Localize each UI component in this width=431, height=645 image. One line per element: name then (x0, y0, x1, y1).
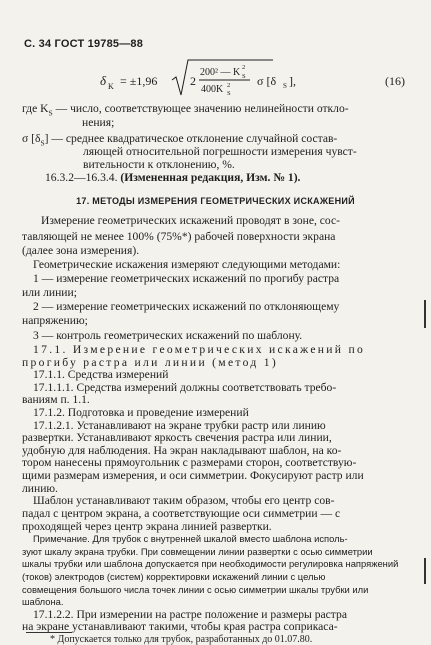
footnote: * Допускается только для трубок, разработанных до 01.07.80. (50, 634, 313, 645)
text-line: 3 — контроль геометрических искажений по шаблону. (33, 329, 303, 342)
def-ks-line1: где $K_S$ — число, соответствующее значению нелинейности откло- (22, 102, 349, 118)
formula-sigma-end: ], (289, 74, 296, 88)
text-line: линию. (22, 481, 58, 495)
change-bar (424, 300, 426, 328)
text-line: развертки. Устанавливают яркость свечения растра или линии, (22, 431, 332, 445)
page-header: С. 34 ГОСТ 19785—88 (24, 38, 144, 50)
section-17-title: 17. МЕТОДЫ ИЗМЕРЕНИЯ ГЕОМЕТРИЧЕСКИХ ИСКАЖЕНИЙ (76, 196, 355, 206)
amendment-note: 16.3.2—16.3.4. (Измененная редакция, Изм. № 1). (45, 171, 301, 184)
formula-eq: = ±1,96 (120, 74, 158, 88)
text-line: щими размерам измерения, и оси симметрии. Фокусируют растр или (22, 469, 364, 483)
note-line: Примечание. Для трубок с внутренней шкалой вместо шаблона исполь- (33, 533, 348, 545)
formula-den-sub: S (227, 90, 231, 97)
text-line: или линии; (22, 286, 77, 299)
text-line: удобную для наблюдения. На экран накладывают шаблон, на ко- (22, 443, 342, 457)
formula-sigma: σ [δ (257, 74, 277, 88)
formula-sigma-sub: S (283, 82, 287, 90)
subsection-17-1-2: 17.1.2. Подготовка и проведение измерений (33, 406, 249, 420)
def-sigma-line3: вительности к отклонению, %. (83, 158, 235, 171)
text-line: ваниям п. 1.1. (22, 393, 90, 407)
formula-lhs-sub: K (108, 82, 114, 91)
footnote-rule (26, 632, 72, 633)
text-line: на экране устанавливают такими, чтобы края растра соприкаса- (22, 620, 338, 634)
note-line: шаблона. (22, 596, 64, 608)
text-line: напряжению; (22, 314, 88, 327)
formula-number: (16) (385, 74, 405, 88)
text-line: 2 — измерение геометрических искажений по отклоняющему (33, 300, 340, 313)
text-line: Геометрические искажения измеряют следующими методами: (33, 258, 341, 271)
formula-lhs: δ (100, 73, 107, 88)
note-line: (токов) электродов (систем) корректировки искажений линии с целью (22, 570, 326, 582)
def-sigma-line1: σ $[\delta_S]$ — среднее квадратическое отклонение случайной состав- (22, 132, 338, 148)
formula-den-sup: 2 (227, 82, 231, 89)
text-line: тавляющей не менее 100% (75%*) рабочей поверхности экрана (22, 230, 336, 243)
formula-16 (0, 56, 431, 106)
formula-num: 200² — K (200, 67, 241, 78)
formula-num-sub: S (242, 73, 246, 80)
text-line: проходящей через центр экрана линией развертки. (22, 519, 272, 533)
def-sigma-line2: ляющей относительной погрешности измерения чувст- (83, 145, 357, 158)
note-line: зуют шкалу экрана трубки. При совмещении линии развертки с осью симметрии (22, 545, 373, 557)
text-line: падал с центром экрана, а соответствующие оси симметрии — с (22, 506, 341, 520)
subsection-17-1-title-cont: прогибу растра или линии (метод 1) (22, 355, 279, 369)
note-line: совмещения большого числа точек линии с осью симметрии шкалы трубки или (22, 583, 369, 595)
text-line: тором нанесены прямоугольник с размерами сторон, соответствую- (22, 456, 357, 470)
change-bar (424, 558, 426, 583)
subsection-17-1-1: 17.1.1. Средства измерений (33, 368, 169, 382)
text-line: 17.1.1.1. Средства измерений должны соответствовать требо- (33, 380, 337, 394)
text-line: (далее зона измерения). (22, 244, 140, 257)
def-ks-line2: нения; (82, 116, 115, 129)
formula-den: 400K (201, 84, 224, 95)
text-line: 17.1.2.1. Устанавливают на экране трубки растр или линию (33, 418, 326, 432)
subsection-17-1-title: 17.1. Измерение геометрических искажений по (33, 343, 366, 356)
note-line: шкалы трубки или шаблона допускается при необходимости регулировка напряжений (22, 558, 399, 570)
text-line: 1 — измерение геометрических искажений по прогибу растра (33, 272, 340, 285)
text-line: Шаблон устанавливают таким образом, чтобы его центр сов- (33, 494, 335, 508)
formula-num-sup: 2 (242, 64, 246, 71)
text-line: 17.1.2.2. При измерении на растре положение и размеры растра (33, 607, 347, 621)
formula-two: 2 (190, 74, 196, 88)
text-line: Измерение геометрических искажений проводят в зоне, сос- (41, 214, 341, 227)
